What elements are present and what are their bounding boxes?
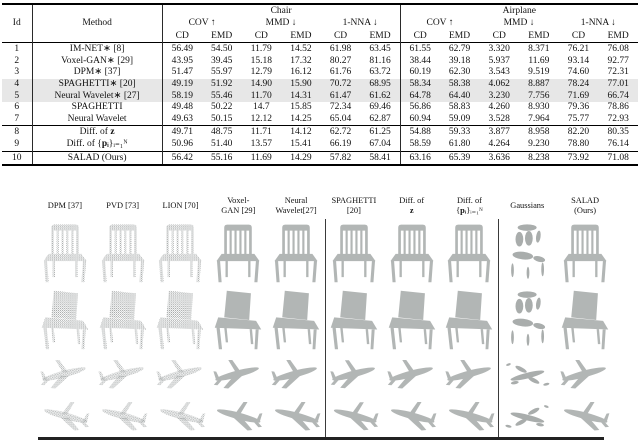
cell-value: 3.528: [488, 113, 510, 124]
col-header-id: Id: [2, 4, 32, 43]
cell-value: 58.41: [360, 151, 400, 165]
table-row: [2, 139, 638, 151]
cell-method: SPAGHETTI: [32, 102, 162, 114]
cell-value: 14.31: [281, 91, 321, 103]
cell-value: 55.97: [210, 67, 233, 78]
figure-cell: [441, 287, 499, 353]
figure-cell: [209, 353, 267, 395]
figure-cell: [152, 219, 210, 287]
cell-value: 15.90: [281, 79, 321, 91]
cell-value: 59.09: [448, 113, 471, 124]
chair-render: [212, 222, 264, 284]
group-header-airplane: Airplane: [400, 4, 638, 17]
cell-value: 14.29: [281, 151, 321, 165]
cell-method: DPM∗ [37]: [32, 67, 162, 79]
cell-value: 3.636: [479, 151, 519, 165]
metric-header-mmd-chair: MMD ↓: [265, 18, 297, 29]
sub-header-cd: CD: [333, 30, 348, 41]
cell-value: 55.46: [202, 91, 242, 103]
cell-value: 64.40: [440, 91, 480, 103]
figure-column: [498, 193, 556, 437]
cell-value: 38.44: [400, 56, 440, 68]
sub-header-emd: EMD: [607, 30, 629, 41]
figure-cell: [499, 287, 556, 353]
cell-value: 62.72: [321, 126, 361, 139]
cell-value: 3.230: [479, 91, 519, 103]
figure-cell: [499, 219, 556, 287]
chair-render: [154, 222, 206, 284]
table-row: [2, 43, 638, 56]
cell-value: 58.59: [400, 139, 440, 151]
cell-value: 71.08: [598, 151, 638, 165]
cell-value: 82.20: [559, 126, 599, 139]
figure-cell: [326, 287, 383, 353]
figure-cell: [326, 353, 383, 395]
figure-cell: [556, 353, 614, 395]
chair-render: [97, 222, 149, 284]
cell-value: 16.12: [290, 67, 312, 78]
cell-value: 59.33: [440, 126, 480, 139]
table-row: [2, 67, 638, 79]
figure-cell: [499, 395, 556, 437]
figure-cell: [383, 287, 441, 353]
figure-column: [152, 193, 210, 437]
figure-column: [94, 193, 152, 437]
cell-value: 43.95: [171, 55, 193, 66]
cell-value: 78.80: [567, 138, 590, 149]
figure-cell: [267, 219, 325, 287]
cell-method: Voxel-GAN∗ [29]: [32, 56, 162, 68]
table-row: [2, 151, 638, 165]
cell-value: 63.45: [360, 43, 400, 56]
cell-value: 7.964: [528, 113, 550, 124]
cell-value: 60.19: [400, 67, 440, 79]
airplane-render: [36, 355, 94, 393]
airplane-render: [441, 355, 499, 393]
metric-header-cov-airplane: COV ↑: [400, 17, 479, 29]
figure-cell: [152, 287, 210, 353]
airplane-render: [326, 397, 383, 435]
cell-value: 4.062: [479, 79, 519, 91]
cell-value: 14.90: [241, 79, 281, 91]
cell-value: 11.71: [241, 126, 281, 139]
cell-id: 6: [2, 102, 32, 114]
cell-value: 3.877: [479, 126, 519, 139]
airplane-render: [441, 397, 499, 435]
figure-column-label: Voxel- GAN [29]: [221, 196, 256, 215]
metric-header-nna-chair: 1-NNA ↓: [342, 18, 378, 29]
cell-value: 72.93: [607, 113, 629, 124]
figure-cell: [383, 395, 441, 437]
figure-column: [556, 193, 614, 437]
figure-cell: [556, 287, 614, 353]
cell-value: 8.887: [519, 79, 559, 91]
sub-header-cd: CD: [254, 30, 268, 41]
chair-render: [39, 222, 91, 284]
cell-id: 9: [2, 139, 32, 151]
sub-header-emd: EMD: [290, 30, 312, 41]
cell-value: 62.87: [369, 113, 391, 124]
figure-cell: [267, 287, 325, 353]
table-row: [2, 79, 638, 91]
cell-value: 61.98: [321, 43, 361, 56]
cell-value: 49.63: [171, 113, 193, 124]
cell-value: 8.371: [519, 43, 559, 56]
cell-value: 78.24: [559, 79, 599, 91]
cell-value: 76.21: [559, 43, 599, 56]
chair-render: [443, 222, 495, 284]
figure-cell: [209, 219, 267, 287]
airplane-render: [383, 355, 441, 393]
airplane-render: [209, 397, 267, 435]
qualitative-figure: [0, 193, 640, 443]
figure-cell: [326, 219, 383, 287]
cell-value: 61.80: [448, 138, 471, 149]
cell-value: 11.69: [528, 55, 550, 66]
table-row: [2, 126, 638, 139]
figure-cell: [441, 219, 499, 287]
cell-value: 50.22: [210, 102, 233, 113]
cell-value: 73.92: [559, 151, 599, 165]
cell-value: 93.14: [567, 55, 590, 66]
figure-cell: [94, 353, 152, 395]
cell-id: 7: [2, 114, 32, 126]
chair-render: [212, 289, 264, 351]
cell-value: 11.79: [241, 43, 281, 56]
cell-value: 15.41: [290, 138, 312, 149]
cell-value: 11.70: [241, 91, 281, 103]
figure-cell: [267, 353, 325, 395]
figure-cell: [267, 395, 325, 437]
cell-value: 79.36: [567, 102, 590, 113]
metric-header-mmd-airplane: MMD ↓: [503, 18, 535, 29]
chair-render: [386, 289, 438, 351]
cell-value: 81.16: [369, 55, 391, 66]
figure-column-label: DPM [37]: [47, 201, 82, 211]
figure-cell: [94, 219, 152, 287]
airplane-render: [36, 397, 94, 435]
cell-value: 4.260: [488, 102, 510, 113]
airplane-render: [326, 355, 383, 393]
airplane-render: [556, 355, 614, 393]
figure-column-label: LION [70]: [162, 201, 199, 211]
metric-header-cov-chair: COV ↑: [188, 18, 216, 29]
cell-value: 80.27: [329, 55, 352, 66]
cell-value: 69.46: [369, 102, 391, 113]
cell-value: 12.79: [250, 67, 272, 78]
sub-header-emd: EMD: [369, 30, 391, 41]
table-row: [2, 91, 638, 103]
cell-value: 3.543: [488, 67, 510, 78]
chair-render: [328, 289, 380, 351]
cell-value: 8.958: [519, 126, 559, 139]
airplane-render: [152, 355, 210, 393]
figure-bottom-rule: [38, 437, 604, 440]
figure-column-label: Diff. of z: [399, 196, 425, 215]
figure-cell: [383, 353, 441, 395]
chair-render: [39, 289, 91, 351]
figure-column: [267, 193, 325, 437]
figure-cell: [36, 287, 94, 353]
cell-value: 76.08: [598, 43, 638, 56]
cell-value: 51.40: [210, 138, 233, 149]
figure-column-label: SALAD (Ours): [571, 196, 600, 215]
cell-value: 66.19: [329, 138, 352, 149]
cell-value: 50.96: [171, 138, 193, 149]
cell-value: 49.19: [162, 79, 202, 91]
cell-id: 5: [2, 91, 32, 103]
cell-value: 65.04: [329, 113, 352, 124]
airplane-render: [209, 355, 267, 393]
cell-value: 62.30: [448, 67, 471, 78]
cell-id: 10: [2, 151, 32, 165]
cell-value: 14.25: [290, 113, 312, 124]
cell-value: 61.55: [400, 43, 440, 56]
chair-render: [270, 222, 322, 284]
cell-value: 58.38: [440, 79, 480, 91]
cell-value: 61.25: [360, 126, 400, 139]
cell-value: 13.57: [250, 138, 272, 149]
cell-id: 2: [2, 56, 32, 68]
cell-value: 64.78: [400, 91, 440, 103]
figure-cell: [209, 395, 267, 437]
cell-value: 58.19: [162, 91, 202, 103]
figure-column-label: PVD [73]: [106, 201, 140, 211]
cell-value: 58.34: [400, 79, 440, 91]
cell-value: 71.69: [559, 91, 599, 103]
chair-render: [328, 222, 380, 284]
airplane-render: [267, 397, 325, 435]
cell-value: 60.94: [400, 114, 440, 126]
table-row: [2, 114, 638, 126]
airplane-render: [94, 355, 152, 393]
sub-header-cd: CD: [400, 30, 440, 43]
sub-header-emd: EMD: [211, 30, 233, 41]
figure-cell: [209, 287, 267, 353]
figure-cell: [556, 395, 614, 437]
figure-column: [383, 193, 441, 437]
cell-value: 56.42: [162, 151, 202, 165]
airplane-render: [94, 397, 152, 435]
cell-value: 55.16: [202, 151, 242, 165]
cell-value: 50.15: [210, 113, 233, 124]
cell-value: 61.76: [329, 67, 352, 78]
figure-column-label: Neural Wavelet[27]: [275, 196, 317, 215]
cell-value: 17.32: [290, 55, 312, 66]
cell-value: 14.12: [281, 126, 321, 139]
figure-column: [36, 193, 94, 437]
results-table: [2, 3, 638, 166]
cell-value: 61.62: [360, 91, 400, 103]
cell-value: 39.18: [448, 55, 471, 66]
cell-id: 3: [2, 67, 32, 79]
figure-cell: [94, 395, 152, 437]
figure-column-label: Gaussians: [510, 201, 545, 211]
cell-method: Neural Wavelet∗ [27]: [32, 91, 162, 103]
sub-header-emd: EMD: [449, 30, 471, 41]
cell-value: 14.7: [252, 102, 270, 113]
cell-method: IM-NET∗ [8]: [32, 43, 162, 56]
figure-cell: [441, 353, 499, 395]
airplane-render: [499, 397, 556, 435]
airplane-render: [152, 397, 210, 435]
cell-value: 49.71: [162, 126, 202, 139]
cell-id: 8: [2, 126, 32, 139]
figure-column-label: SPAGHETTI [20]: [331, 196, 377, 215]
cell-value: 4.264: [488, 138, 510, 149]
figure-cell: [152, 353, 210, 395]
chair-render: [559, 222, 611, 284]
chair-render: [502, 222, 554, 284]
cell-value: 74.60: [567, 67, 590, 78]
cell-value: 11.69: [241, 151, 281, 165]
sub-header-cd: CD: [492, 30, 506, 41]
cell-method: SPAGHETTI∗ [20]: [32, 79, 162, 91]
figure-cell: [94, 287, 152, 353]
cell-value: 49.48: [171, 102, 193, 113]
figure-cell: [556, 219, 614, 287]
cell-value: 3.320: [479, 43, 519, 56]
cell-value: 54.88: [400, 126, 440, 139]
cell-value: 8.930: [528, 102, 550, 113]
figure-column: [325, 193, 383, 437]
cell-value: 67.04: [369, 138, 391, 149]
sub-header-cd: CD: [571, 30, 586, 41]
sub-header-cd: CD: [175, 30, 189, 41]
cell-value: 77.01: [598, 79, 638, 91]
cell-value: 12.12: [250, 113, 272, 124]
figure-cell: [383, 219, 441, 287]
cell-value: 66.74: [598, 91, 638, 103]
cell-value: 57.82: [321, 151, 361, 165]
cell-value: 48.75: [202, 126, 242, 139]
cell-value: 58.83: [448, 102, 471, 113]
figure-column: [209, 193, 267, 437]
cell-value: 76.14: [607, 138, 629, 149]
airplane-render: [383, 397, 441, 435]
cell-value: 72.34: [329, 102, 352, 113]
chair-render: [502, 289, 554, 351]
cell-value: 15.18: [250, 55, 272, 66]
cell-id: 1: [2, 43, 32, 56]
cell-method: Neural Wavelet: [32, 114, 162, 126]
cell-value: 5.937: [488, 55, 510, 66]
figure-cell: [36, 353, 94, 395]
table-row: [2, 56, 638, 68]
sub-header-emd: EMD: [528, 30, 550, 41]
cell-value: 72.31: [607, 67, 629, 78]
group-header-chair: Chair: [270, 6, 292, 16]
cell-id: 4: [2, 79, 32, 91]
figure-cell: [326, 395, 383, 437]
figure-cell: [152, 395, 210, 437]
cell-value: 54.50: [202, 43, 242, 56]
cell-value: 61.47: [321, 91, 361, 103]
cell-value: 15.85: [290, 102, 312, 113]
cell-method: SALAD (Ours): [32, 151, 162, 165]
cell-value: 63.72: [369, 67, 391, 78]
cell-value: 62.79: [440, 43, 480, 56]
chair-render: [154, 289, 206, 351]
figure-cell: [36, 395, 94, 437]
table-row: [2, 102, 638, 114]
cell-value: 56.49: [162, 43, 202, 56]
cell-value: 8.238: [519, 151, 559, 165]
metric-header-nna-airplane: 1-NNA ↓: [580, 18, 616, 29]
cell-value: 75.77: [567, 113, 590, 124]
cell-value: 70.72: [321, 79, 361, 91]
cell-value: 51.92: [202, 79, 242, 91]
cell-value: 7.756: [519, 91, 559, 103]
cell-value: 56.86: [400, 102, 440, 114]
figure-cell: [36, 219, 94, 287]
figure-column: [441, 193, 499, 437]
chair-render: [97, 289, 149, 351]
airplane-render: [499, 355, 556, 393]
chair-render: [559, 289, 611, 351]
cell-value: 51.47: [171, 67, 193, 78]
cell-value: 9.519: [528, 67, 550, 78]
cell-value: 78.86: [607, 102, 629, 113]
cell-value: 39.45: [210, 55, 233, 66]
airplane-render: [556, 397, 614, 435]
cell-method: Diff. of {pᵢ}ᵢ₌₁ᴺ: [32, 139, 162, 151]
figure-column-label: Diff. of {pᵢ}ᵢ₌₁ᴺ: [456, 196, 483, 215]
cell-value: 80.35: [598, 126, 638, 139]
cell-value: 68.95: [360, 79, 400, 91]
chair-render: [443, 289, 495, 351]
cell-value: 65.39: [440, 151, 480, 165]
cell-value: 63.16: [400, 151, 440, 165]
chair-render: [270, 289, 322, 351]
cell-value: 9.230: [528, 138, 550, 149]
cell-value: 14.52: [281, 43, 321, 56]
figure-cell: [441, 395, 499, 437]
figure-cell: [499, 353, 556, 395]
cell-method: Diff. of z: [32, 126, 162, 139]
chair-render: [386, 222, 438, 284]
airplane-render: [267, 355, 325, 393]
col-header-method: Method: [32, 4, 162, 43]
cell-value: 92.77: [607, 55, 629, 66]
